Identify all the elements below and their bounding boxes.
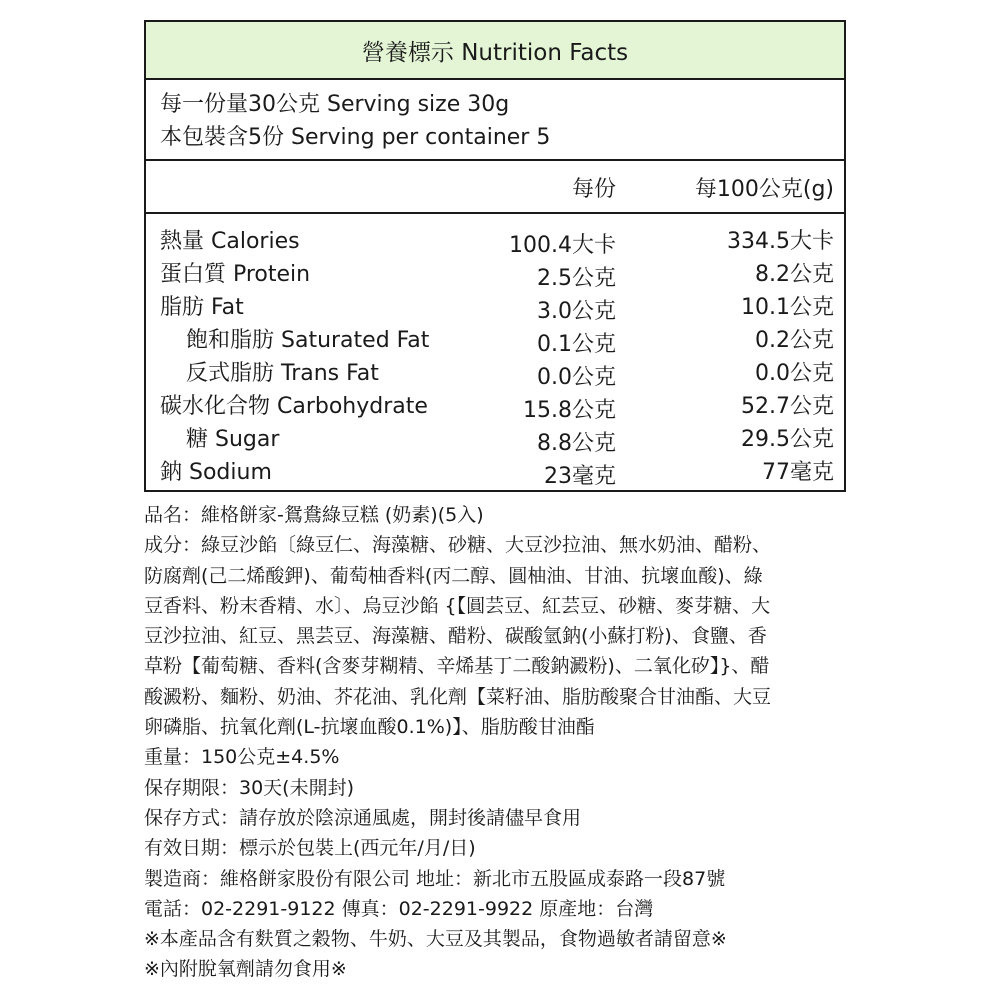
nutrient-per-100g: 10.1公克 — [741, 295, 834, 320]
column-header-per-100g: 每100公克(g) — [694, 177, 834, 202]
nutrition-title: 營養標示 Nutrition Facts — [146, 22, 844, 80]
manufacturer: 製造商：維格餅家股份有限公司 地址：新北市五股區成泰路一段87號 — [144, 867, 726, 890]
ingredients-line: 草粉【葡萄糖、香料(含麥芽糊精、辛烯基丁二酸鈉澱粉)、二氧化矽】}、醋 — [144, 655, 770, 678]
nutrient-per-serving: 100.4大卡 — [509, 233, 616, 258]
ingredients-line: 豆沙拉油、紅豆、黑芸豆、海藻糖、醋粉、碳酸氫鈉(小蘇打粉)、食鹽、香 — [144, 625, 767, 648]
oxygen-absorber-warning: ※內附脫氧劑請勿食用※ — [144, 958, 347, 981]
nutrient-label: 蛋白質 Protein — [160, 262, 311, 287]
divider — [146, 212, 844, 214]
column-header-per-serving: 每份 — [571, 177, 616, 202]
nutrient-label: 鈉 Sodium — [160, 460, 272, 485]
ingredients-line: 防腐劑(己二烯酸鉀)、葡萄柚香料(丙二醇、圓柚油、甘油、抗壞血酸)、綠 — [144, 564, 763, 587]
nutrient-row — [146, 222, 844, 258]
ingredients-line: 卵磷脂、抗氧化劑(L-抗壞血酸0.1%)】、脂肪酸甘油酯 — [144, 716, 595, 739]
nutrient-per-100g: 29.5公克 — [741, 427, 834, 452]
serving-info — [160, 88, 550, 154]
nutrient-label: 碳水化合物 Carbohydrate — [160, 394, 428, 419]
ingredients-line: 豆香料、粉末香精、水〕、烏豆沙餡 {【圓芸豆、紅芸豆、砂糖、麥芽糖、大 — [144, 594, 771, 617]
servings-per-container: 本包裝含5份 Serving per container 5 — [160, 125, 551, 150]
divider — [146, 159, 844, 161]
nutrient-label: 糖 Sugar — [186, 427, 280, 452]
nutrient-per-serving: 2.5公克 — [537, 266, 616, 291]
nutrient-per-100g: 77毫克 — [762, 460, 834, 485]
nutrient-per-serving: 0.0公克 — [537, 365, 616, 390]
nutrient-row — [146, 288, 844, 324]
nutrient-rows — [146, 222, 844, 489]
nutrient-row — [146, 255, 844, 291]
product-info — [144, 500, 856, 985]
ingredients — [144, 530, 856, 742]
nutrient-per-100g: 8.2公克 — [755, 262, 834, 287]
nutrient-per-serving: 23毫克 — [544, 464, 616, 489]
nutrient-label: 飽和脂肪 Saturated Fat — [186, 328, 430, 353]
weight: 重量：150公克±4.5% — [144, 746, 340, 769]
nutrient-per-100g: 52.7公克 — [741, 394, 834, 419]
serving-size: 每一份量30公克 Serving size 30g — [160, 92, 510, 117]
shelf-life: 保存期限：30天(未開封) — [144, 776, 355, 799]
nutrient-per-serving: 3.0公克 — [537, 299, 616, 324]
nutrient-row — [146, 321, 844, 357]
nutrient-per-100g: 334.5大卡 — [727, 229, 834, 254]
ingredients-line: 酸澱粉、麵粉、奶油、芥花油、乳化劑【菜籽油、脂肪酸聚合甘油酯、大豆 — [144, 685, 772, 708]
nutrient-per-100g: 0.0公克 — [755, 361, 834, 386]
nutrient-per-100g: 0.2公克 — [755, 328, 834, 353]
nutrient-label: 反式脂肪 Trans Fat — [186, 361, 379, 386]
ingredients-line: 成分：綠豆沙餡〔綠豆仁、海藻糖、砂糖、大豆沙拉油、無水奶油、醋粉、 — [144, 534, 772, 557]
nutrient-row — [146, 387, 844, 423]
nutrient-per-serving: 0.1公克 — [537, 332, 616, 357]
contact-info: 電話：02-2291-9122 傳真：02-2291-9922 原產地：台灣 — [144, 897, 654, 920]
nutrient-per-serving: 8.8公克 — [537, 431, 616, 456]
nutrition-facts-table — [144, 20, 846, 492]
product-name: 品名：維格餅家-鴛鴦綠豆糕 (奶素)(5入) — [144, 504, 484, 526]
expiry-date: 有效日期：標示於包裝上(西元年/月/日) — [144, 837, 476, 860]
nutrient-label: 脂肪 Fat — [160, 295, 244, 320]
allergen-warning: ※本產品含有麩質之穀物、牛奶、大豆及其製品，食物過敏者請留意※ — [144, 928, 727, 951]
nutrient-row — [146, 453, 844, 489]
storage-method: 保存方式：請存放於陰涼通風處，開封後請儘早食用 — [144, 806, 582, 829]
nutrient-per-serving: 15.8公克 — [523, 398, 616, 423]
nutrient-row — [146, 354, 844, 390]
nutrient-label: 熱量 Calories — [160, 229, 300, 254]
nutrient-row — [146, 420, 844, 456]
